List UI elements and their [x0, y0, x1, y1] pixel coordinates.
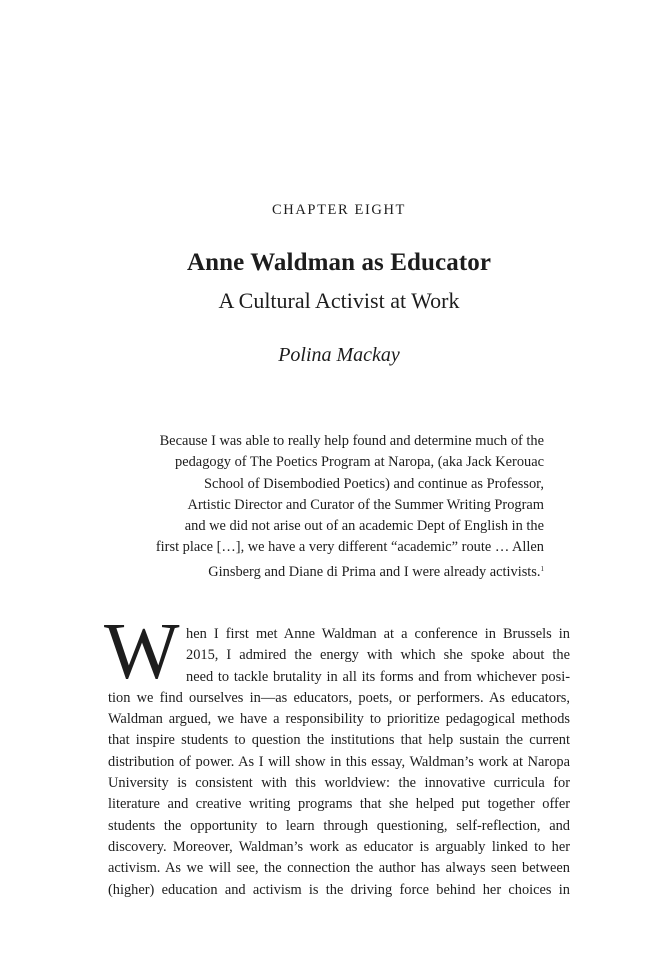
- epigraph-line: first place […], we have a very different “academic” route … Allen: [155, 539, 544, 556]
- body-line: tion we find ourselves in—as educators, poets, or performers. As educators,: [108, 689, 570, 706]
- footnote-marker[interactable]: 1: [540, 564, 544, 573]
- chapter-author: Polina Mackay: [278, 344, 400, 366]
- body-paragraph: [108, 624, 570, 901]
- body-line: activism. As we will see, the connection the author has always seen between: [108, 860, 570, 877]
- body-line: need to tackle brutality in all its forms and from whichever posi-: [186, 668, 570, 685]
- epigraph-last-line: [140, 559, 544, 583]
- body-line: students the opportunity to learn through questioning, self-reflection, and: [108, 817, 570, 834]
- body-line: hen I first met Anne Waldman at a conference in Brussels in: [186, 626, 570, 642]
- epigraph-line: Because I was able to really help found and determine much of the: [159, 433, 544, 449]
- chapter-subtitle: A Cultural Activist at Work: [218, 288, 460, 313]
- chapter-title: Anne Waldman as Educator: [186, 249, 492, 276]
- body-line: discovery. Moreover, Waldman’s work as educator is arguably linked to her: [108, 838, 570, 855]
- epigraph-line: pedagogy of The Poetics Program at Naropa, (aka Jack Kerouac: [175, 454, 544, 471]
- epigraph-line-text: Ginsberg and Diane di Prima and I were already activists.: [208, 563, 541, 580]
- epigraph: [140, 431, 544, 583]
- body-line: that inspire students to question the institutions that help sustain the current: [108, 732, 570, 749]
- body-line: (higher) education and activism is the driving force behind her choices in: [108, 881, 570, 898]
- body-line: literature and creative writing programs that she helped put together offer: [108, 796, 570, 813]
- body-line: University is consistent with this worldview: the innovative curricula for: [108, 775, 570, 792]
- body-line: 2015, I admired the energy with which she spoke about the: [186, 647, 570, 664]
- epigraph-line: School of Disembodied Poetics) and continue as Professor,: [204, 475, 544, 492]
- epigraph-line: and we did not arise out of an academic Dept of English in the: [184, 518, 544, 535]
- epigraph-line: Artistic Director and Curator of the Summer Writing Program: [187, 496, 544, 513]
- body-line: Waldman argued, we have a responsibility to prioritize pedagogical methods: [108, 711, 570, 728]
- drop-cap: W: [104, 608, 180, 696]
- body-line: distribution of power. As I will show in this essay, Waldman’s work at Naropa: [108, 753, 570, 770]
- chapter-number: CHAPTER EIGHT: [272, 202, 406, 218]
